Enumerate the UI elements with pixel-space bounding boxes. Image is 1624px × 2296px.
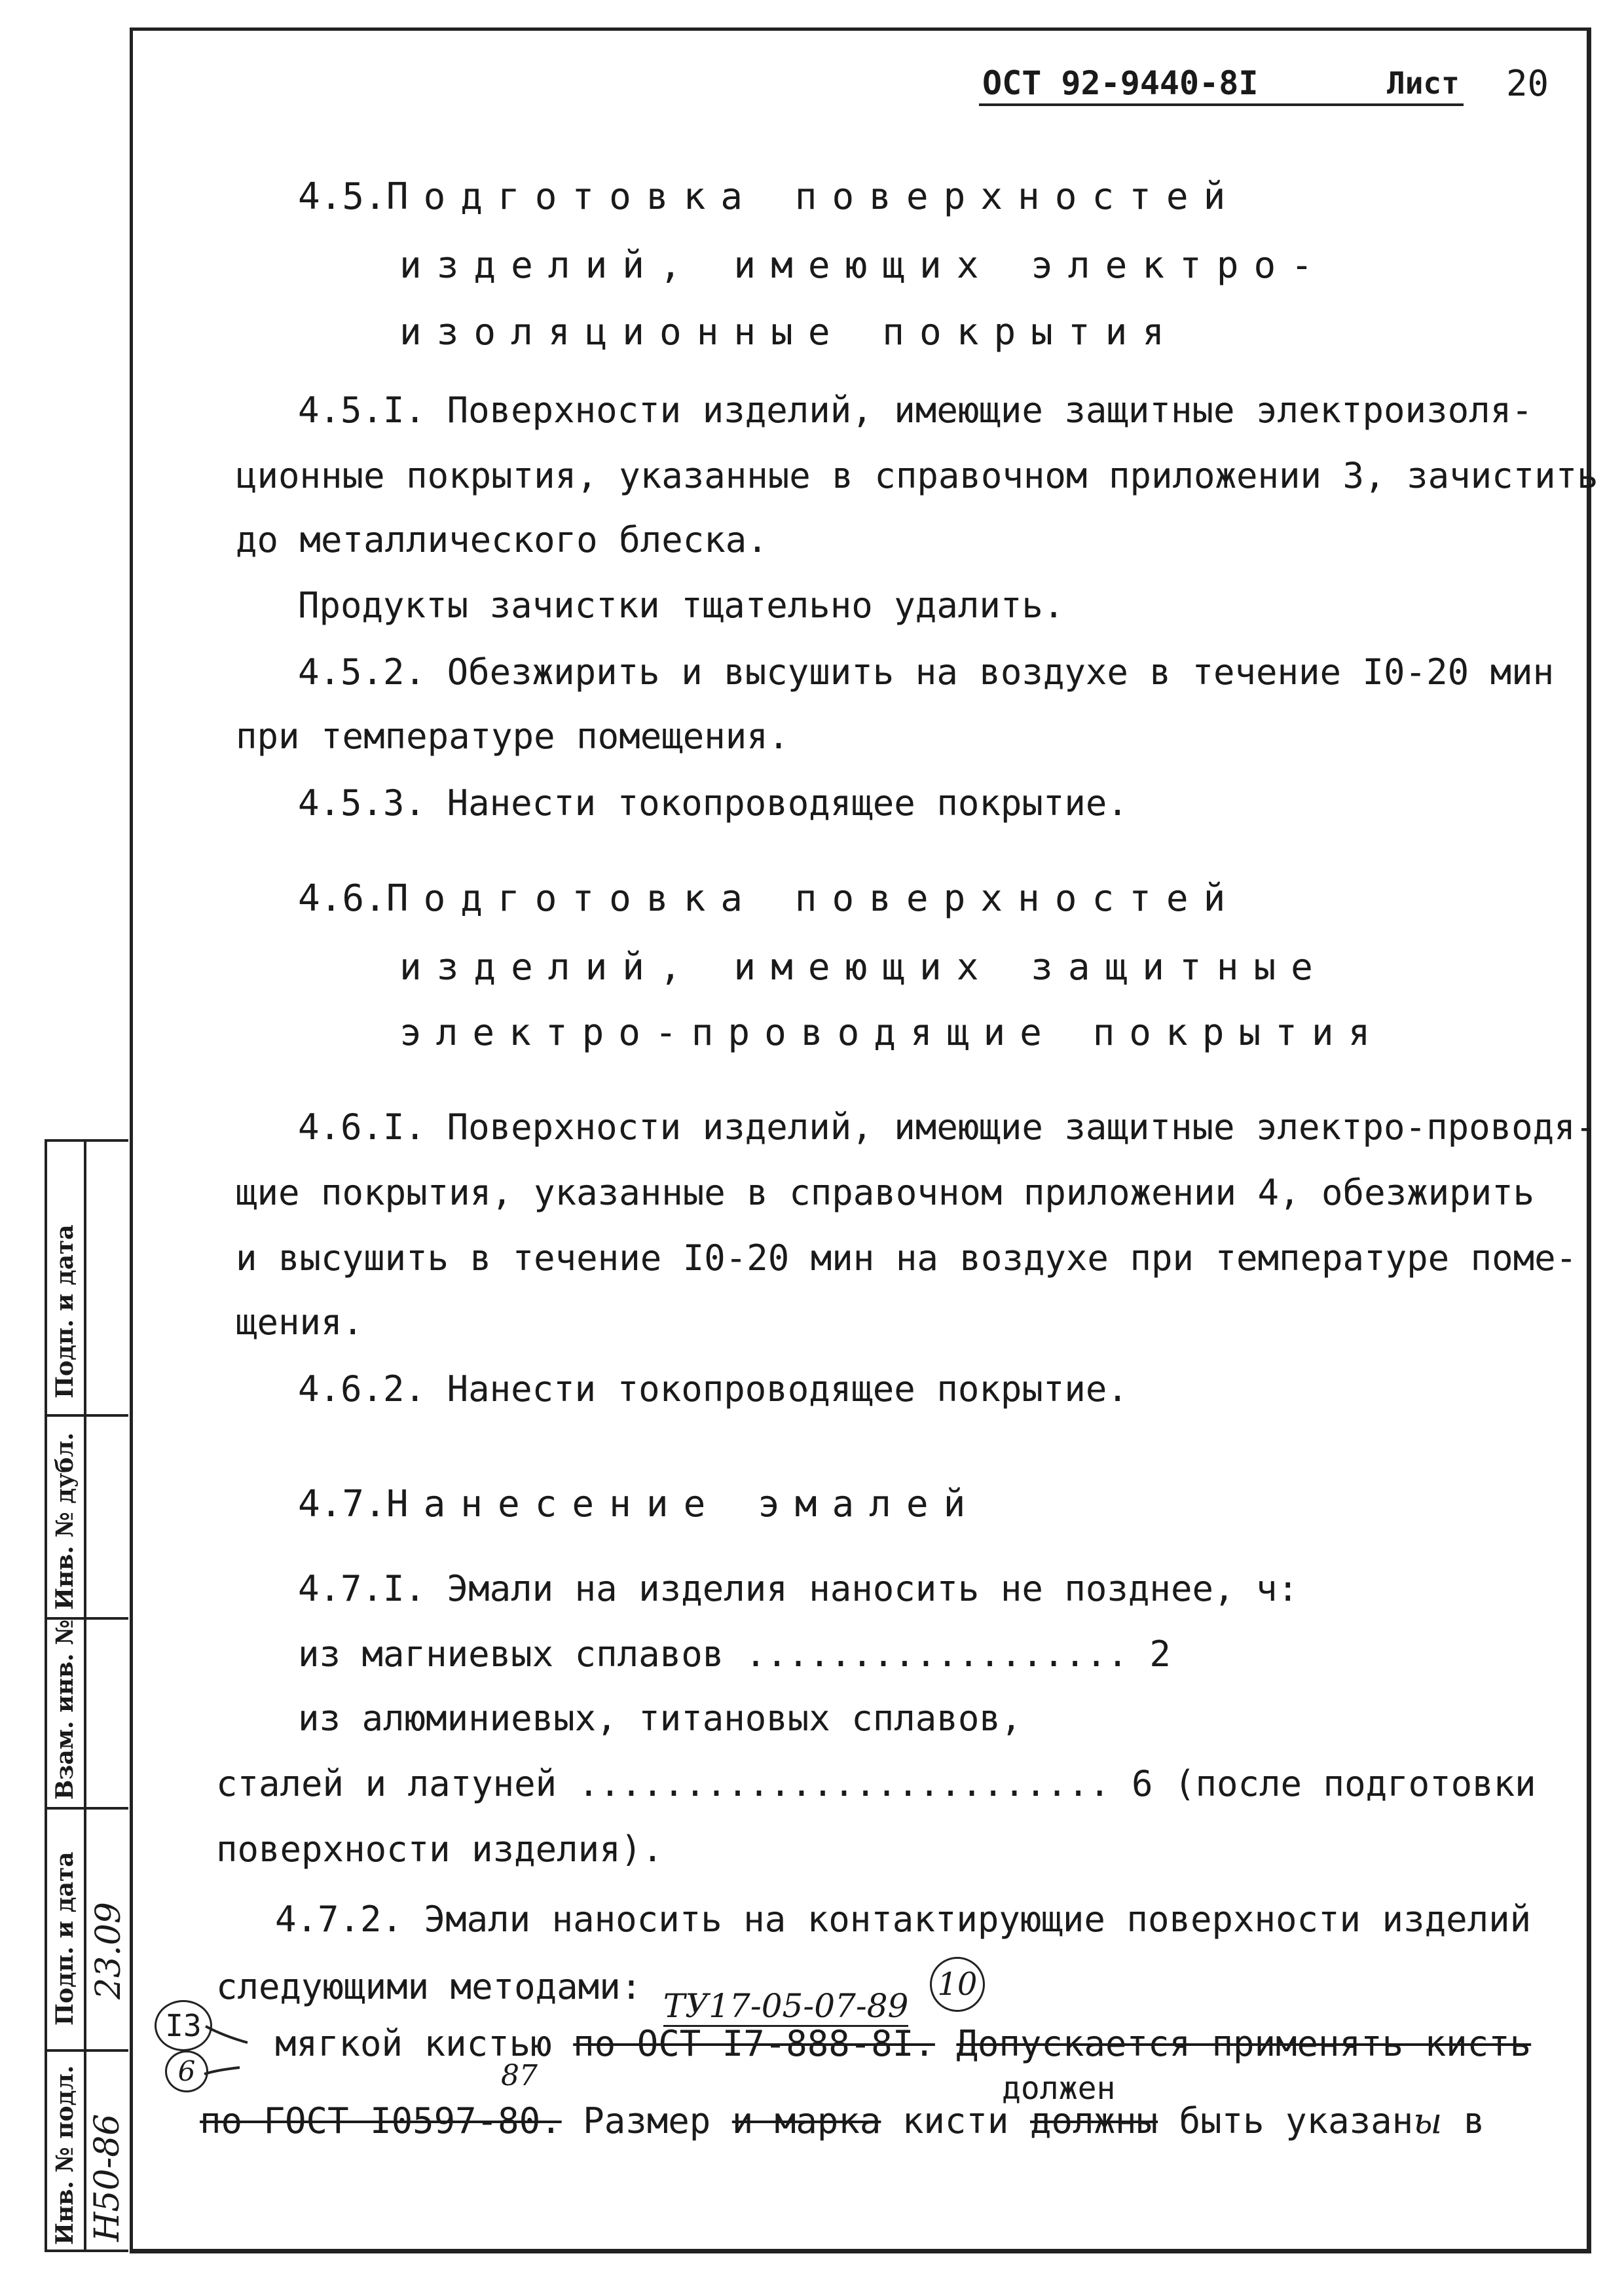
section-4-6-title-line2: изделий, имеющих защитные — [399, 946, 1328, 989]
paragraph-4-5-1-line3: до металлического блеска. — [236, 519, 768, 560]
heading-line: Подготовка поверхностей — [386, 175, 1241, 218]
handwritten-ending: ы — [1413, 2100, 1443, 2141]
text: мягкой кистью — [275, 2023, 552, 2064]
paragraph-4-5-2-line2: при температуре помещения. — [236, 716, 790, 757]
stamp-label: Подп. и дата — [51, 1851, 79, 2026]
sheet-number: 20 — [1506, 63, 1549, 104]
section-number: 4.7. — [298, 1483, 386, 1525]
stamp-label: Подп. и дата — [51, 1224, 79, 1398]
stamp-label: Инв. № подл. — [51, 2065, 79, 2245]
section-number: 4.6. — [298, 877, 386, 920]
paragraph-4-5-2-line1: 4.5.2. Обезжирить и высушить на воздухе в течение I0-20 мин — [298, 651, 1555, 693]
paragraph-4-7-1-c: сталей и латуней ......................... 6 (после подготовки — [216, 1763, 1536, 1804]
paragraph-4-5-1-line2: ционные покрытия, указанные в справочном приложении 3, зачистить — [236, 455, 1598, 496]
handwritten-spec: ТУ17-05-07-89 — [663, 1987, 909, 2027]
paragraph-4-6-1-line4: щения. — [236, 1302, 364, 1343]
handwritten-inv-number: Н50-86 — [88, 2113, 127, 2242]
section-4-5-title-line3: изоляционные покрытия — [399, 311, 1180, 354]
section-4-7-title — [298, 1483, 980, 1525]
pointer-stroke — [204, 2023, 250, 2049]
text: Размер — [583, 2100, 711, 2141]
text: кисти — [902, 2100, 1009, 2141]
stamp-label: Взам. инв. № — [51, 1619, 79, 1800]
paragraph-4-7-1: 4.7.I. Эмали на изделия наносить не позднее, ч: — [298, 1568, 1299, 1609]
doc-code: ОСТ 92-9440-8I — [982, 64, 1259, 102]
text: в — [1463, 2100, 1485, 2141]
circled-number-13: I3 — [155, 2000, 212, 2051]
stamp-label: Инв. № дубл. — [51, 1432, 79, 1610]
circled-number-6: 6 — [165, 2050, 208, 2092]
paragraph-4-7-1-a: из магниевых сплавов .................. 2 — [298, 1633, 1171, 1675]
heading-line: Нанесение эмалей — [386, 1483, 981, 1525]
struck-text: по ГОСТ I0597-80. — [200, 2100, 562, 2141]
line-d — [200, 2100, 1485, 2141]
stamp-cell-inv-dubl — [45, 1414, 128, 1617]
paragraph-4-5-3: 4.5.3. Нанести токопроводящее покрытие. — [298, 782, 1128, 824]
paragraph-4-7-2: 4.7.2. Эмали наносить на контактирующие поверхности изделий — [275, 1899, 1532, 1940]
struck-text: Допускается применять кисть — [956, 2023, 1532, 2064]
section-4-6-title-line3: электро-проводящие покрытия — [399, 1011, 1385, 1054]
heading-line: Подготовка поверхностей — [386, 877, 1241, 920]
section-4-6-title — [298, 877, 1240, 920]
stamp-cell-sign-date-1 — [45, 1139, 128, 1414]
struck-text: должны — [1029, 2100, 1158, 2141]
section-number: 4.5. — [298, 175, 386, 218]
handwritten-dolzhen: должен — [1002, 2070, 1116, 2107]
text: быть указан — [1179, 2100, 1414, 2141]
stamp-cell-sign-date-2 — [45, 1807, 128, 2049]
text: следующими методами: — [216, 1966, 642, 2007]
circled-number: 10 — [930, 1957, 985, 2012]
section-4-5-title — [298, 175, 1240, 218]
paragraph-4-6-1-line2: щие покрытия, указанные в справочном приложении 4, обезжирить — [236, 1172, 1535, 1213]
section-4-5-title-line2: изделий, имеющих электро- — [399, 244, 1328, 287]
stamp-cell-inv-podl — [45, 2049, 128, 2252]
struck-text: и марка — [731, 2100, 881, 2141]
paragraph-4-6-2: 4.6.2. Нанести токопроводящее покрытие. — [298, 1368, 1128, 1410]
paragraph-4-6-1-line1: 4.6.I. Поверхности изделий, имеющие защитные электро-проводя- — [298, 1106, 1597, 1148]
paragraph-4-5-1-b: Продукты зачистки тщательно удалить. — [298, 585, 1065, 626]
paragraph-4-7-1-b: из алюминиевых, титановых сплавов, — [298, 1698, 1022, 1739]
sheet-label: Лист — [1387, 65, 1460, 101]
paragraph-4-5-1-line1: 4.5.I. Поверхности изделий, имеющие защитные электроизоля- — [298, 390, 1533, 431]
header-underline — [979, 103, 1464, 106]
paragraph-4-7-2-b — [216, 1961, 985, 2025]
pointer-stroke — [203, 2061, 242, 2081]
paragraph-4-6-1-line3: и высушить в течение I0-20 мин на воздухе при температуре поме- — [236, 1237, 1578, 1279]
handwritten-87: 87 — [501, 2059, 538, 2092]
stamp-cell-vzam-inv — [45, 1617, 128, 1807]
stamp-table — [45, 1139, 128, 2252]
struck-text: по ОСТ I7-888-8I. — [573, 2023, 935, 2064]
paragraph-4-7-1-d: поверхности изделия). — [216, 1829, 663, 1870]
handwritten-date: 23.09 — [89, 1902, 128, 1999]
line-c — [275, 2023, 1531, 2064]
